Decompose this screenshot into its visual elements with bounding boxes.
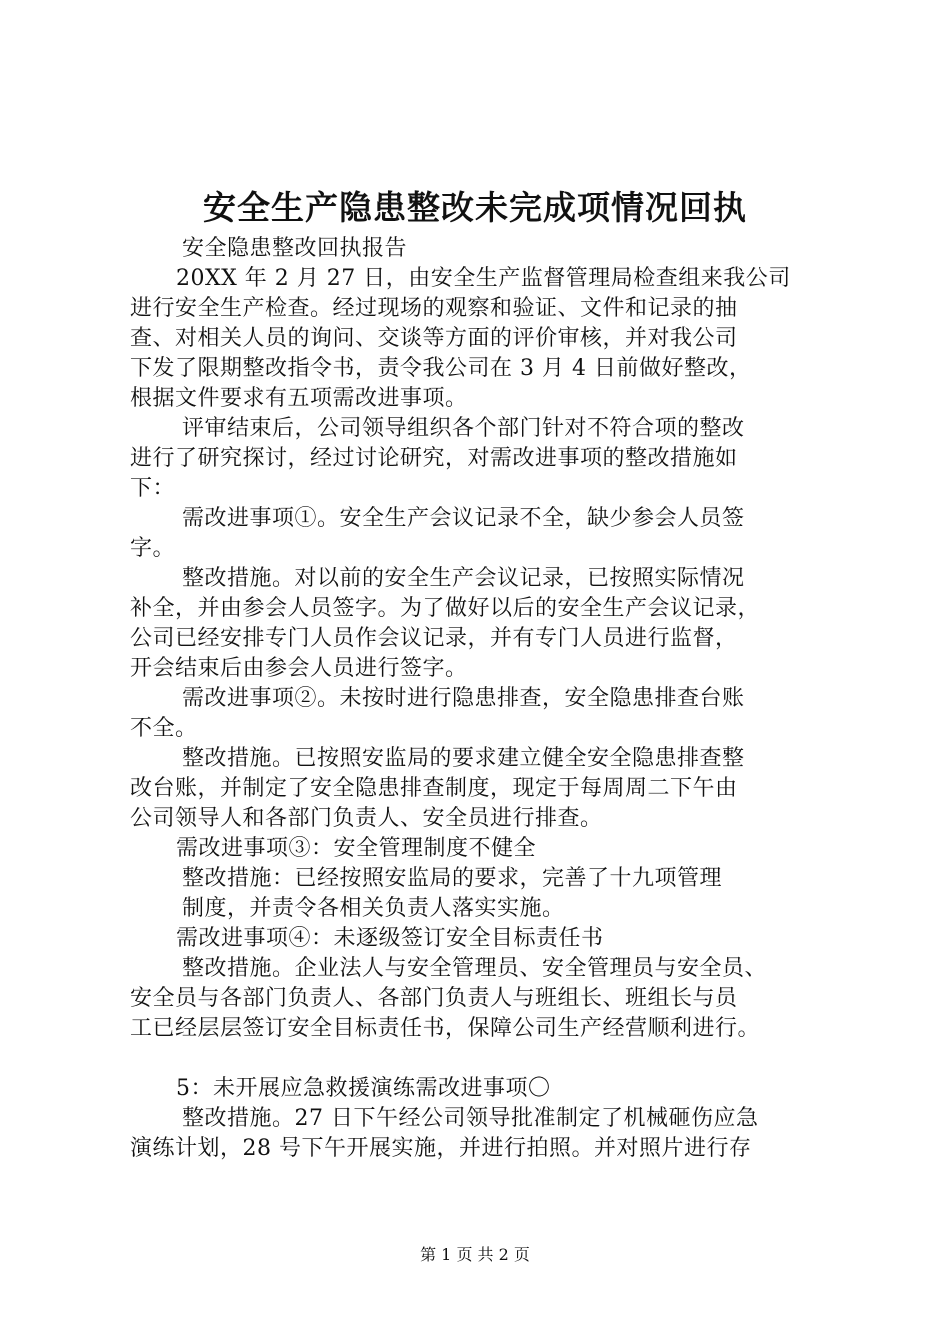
paragraph-line: 公司已经安排专门人员作会议记录，并有专门人员进行监督， xyxy=(130,626,738,651)
issue-heading: 5：未开展应急救援演练需改进事项〇 xyxy=(176,1076,551,1101)
document-body xyxy=(130,234,840,1164)
paragraph-line: 改台账，并制定了安全隐患排查制度，现定于每周周二下午由 xyxy=(130,776,738,801)
issue-heading: 需改进事项④：未逐级签订安全目标责任书 xyxy=(176,926,604,951)
measure-line: 整改措施：已经按照安监局的要求，完善了十九项管理 xyxy=(182,866,723,891)
measure-line: 整改措施。27 日下午经公司领导批准制定了机械砸伤应急 xyxy=(182,1106,759,1131)
blank-line xyxy=(130,1044,840,1074)
measure-line: 整改措施。对以前的安全生产会议记录，已按照实际情况 xyxy=(182,566,745,591)
paragraph-line: 评审结束后，公司领导组织各个部门针对不符合项的整改 xyxy=(182,416,745,441)
issue-heading: 需改进事项②。未按时进行隐患排查，安全隐患排查台账 xyxy=(182,686,745,711)
paragraph-line: 字。 xyxy=(130,536,176,561)
paragraph-line: 工已经层层签订安全目标责任书，保障公司生产经营顺利进行。 xyxy=(130,1016,761,1041)
paragraph-line: 下发了限期整改指令书，责令我公司在 3 月 4 日前做好整改， xyxy=(130,356,752,381)
measure-line: 整改措施。已按照安监局的要求建立健全安全隐患排查整 xyxy=(182,746,745,771)
paragraph-line: 补全，并由参会人员签字。为了做好以后的安全生产会议记录， xyxy=(130,596,761,621)
paragraph-line: 根据文件要求有五项需改进事项。 xyxy=(130,386,468,411)
page-footer: 第 1 页 共 2 页 xyxy=(420,1245,530,1264)
issue-heading: 需改进事项①。安全生产会议记录不全，缺少参会人员签 xyxy=(182,506,745,531)
paragraph-line: 制度，并责令各相关负责人落实实施。 xyxy=(182,896,565,921)
paragraph-line: 进行了研究探讨，经过讨论研究，对需改进事项的整改措施如 xyxy=(130,446,738,471)
paragraph-line: 公司领导人和各部门负责人、安全员进行排查。 xyxy=(130,806,603,831)
paragraph-line: 查、对相关人员的询问、交谈等方面的评价审核，并对我公司 xyxy=(130,326,738,351)
document-title: 安全生产隐患整改未完成项情况回执 xyxy=(203,188,747,227)
issue-heading: 需改进事项③：安全管理制度不健全 xyxy=(176,836,537,861)
paragraph-line: 进行安全生产检查。经过现场的观察和验证、文件和记录的抽 xyxy=(130,296,738,321)
paragraph-line: 不全。 xyxy=(130,716,198,741)
paragraph-line: 20XX 年 2 月 27 日，由安全生产监督管理局检查组来我公司 xyxy=(176,266,791,291)
paragraph-line: 下： xyxy=(130,476,176,501)
paragraph-line: 开会结束后由参会人员进行签字。 xyxy=(130,656,468,681)
report-subtitle: 安全隐患整改回执报告 xyxy=(182,236,408,261)
paragraph-line: 安全员与各部门负责人、各部门负责人与班组长、班组长与员 xyxy=(130,986,738,1011)
measure-line: 整改措施。企业法人与安全管理员、安全管理员与安全员、 xyxy=(182,956,768,981)
paragraph-line: 演练计划，28 号下午开展实施，并进行拍照。并对照片进行存 xyxy=(130,1136,752,1161)
